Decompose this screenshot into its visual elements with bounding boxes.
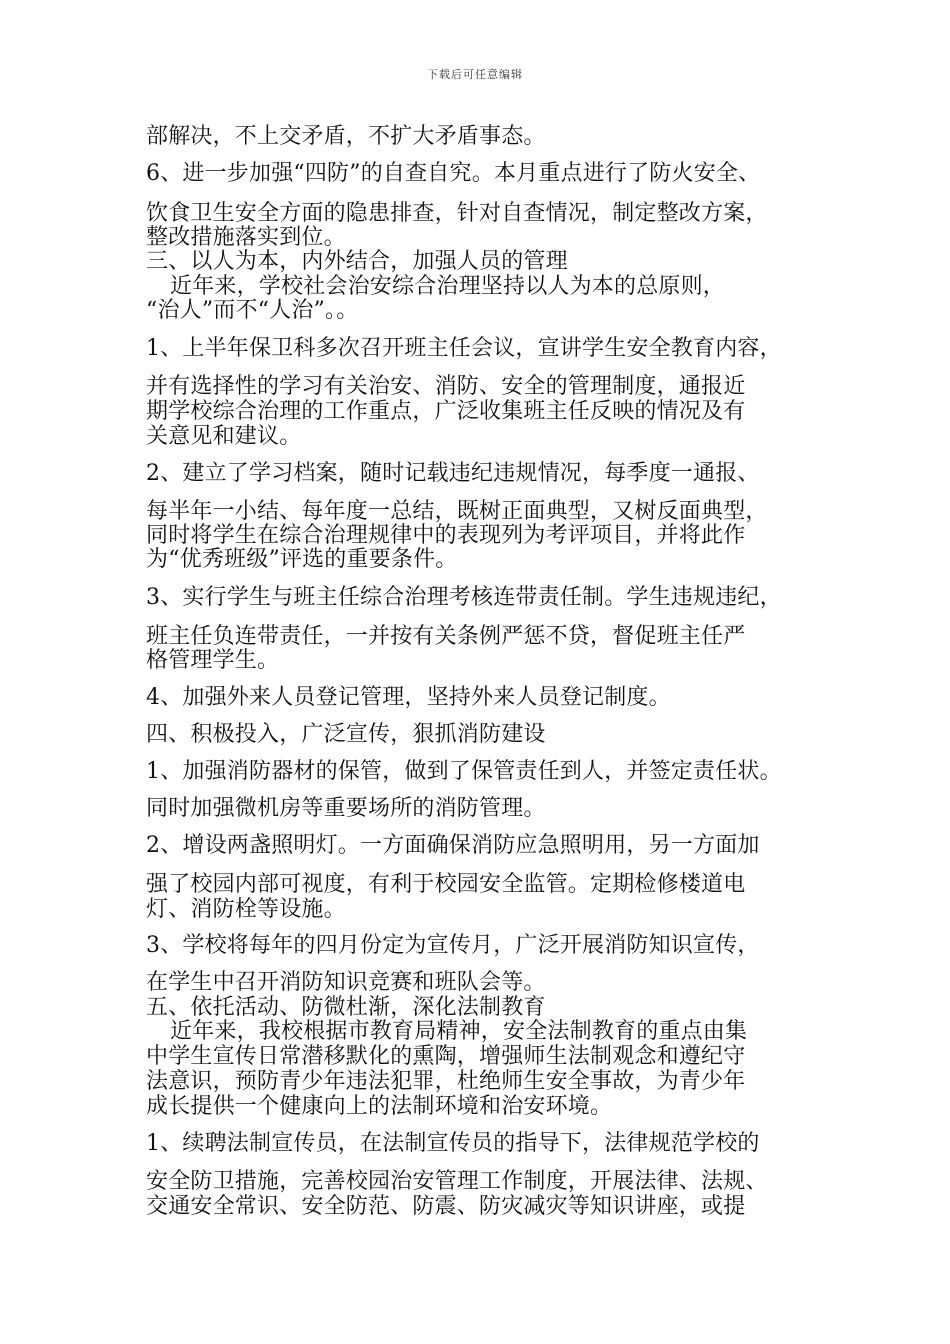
paragraph-line: 为“优秀班级”评选的重要条件。 xyxy=(146,547,458,572)
paragraph-line: 1、上半年保卫科多次召开班主任会议，宣讲学生安全教育内容， xyxy=(146,336,782,361)
paragraph-line: 6、进一步加强“四防”的自查自究。本月重点进行了防火安全、 xyxy=(146,161,761,186)
paragraph-line: “治人”而不“人治”。。 xyxy=(146,298,359,323)
paragraph-line: 期学校综合治理的工作重点，广泛收集班主任反映的情况及有 xyxy=(146,399,746,424)
paragraph-line: 交通安全常识、安全防范、防震、防灾减灾等知识讲座，或提 xyxy=(146,1194,746,1219)
paragraph-line: 灯、消防栓等设施。 xyxy=(146,897,346,922)
paragraph-line: 整改措施落实到位。 xyxy=(146,225,346,250)
paragraph-line: 部解决，不上交矛盾，不扩大矛盾事态。 xyxy=(146,124,546,149)
page-header: 下载后可任意编辑 xyxy=(427,68,523,81)
paragraph-line: 3、学校将每年的四月份定为宣传月，广泛开展消防知识宣传， xyxy=(146,933,760,958)
paragraph-line: 2、建立了学习档案，随时记载违纪违规情况，每季度一通报、 xyxy=(146,461,760,486)
paragraph-line: 安全防卫措施，完善校园治安管理工作制度，开展法律、法规、 xyxy=(146,1169,768,1194)
section-heading: 五、依托活动、防微杜渐，深化法制教育 xyxy=(146,995,546,1020)
paragraph-line: 2、增设两盏照明灯。一方面确保消防应急照明用，另一方面加 xyxy=(146,833,760,858)
paragraph-line: 每半年一小结、每年度一总结，既树正面典型，又树反面典型， xyxy=(146,499,768,524)
paragraph-line: 近年来，我校根据市教育局精神，安全法制教育的重点由集 xyxy=(170,1019,748,1044)
paragraph-line: 同时加强微机房等重要场所的消防管理。 xyxy=(146,796,546,821)
paragraph-line: 同时将学生在综合治理规律中的表现列为考评项目，并将此作 xyxy=(146,523,746,548)
paragraph-line: 在学生中召开消防知识竞赛和班队会等。 xyxy=(146,970,546,995)
paragraph-line: 4、加强外来人员登记管理，坚持外来人员登记制度。 xyxy=(146,685,671,710)
paragraph-line: 近年来，学校社会治安综合治理坚持以人为本的总原则， xyxy=(170,274,726,299)
paragraph-line: 班主任负连带责任，一并按有关条例严惩不贷，督促班主任严 xyxy=(146,624,746,649)
paragraph-line: 成长提供一个健康向上的法制环境和治安环境。 xyxy=(146,1094,613,1119)
paragraph-line: 强了校园内部可视度，有利于校园安全监管。定期检修楼道电 xyxy=(146,872,746,897)
section-heading: 三、以人为本，内外结合，加强人员的管理 xyxy=(146,249,568,274)
paragraph-line: 格管理学生。 xyxy=(146,648,280,673)
paragraph-line: 关意见和建议。 xyxy=(146,424,302,449)
paragraph-line: 并有选择性的学习有关治安、消防、安全的管理制度，通报近 xyxy=(146,374,746,399)
paragraph-line: 3、实行学生与班主任综合治理考核连带责任制。学生违规违纪， xyxy=(146,585,782,610)
paragraph-line: 1、加强消防器材的保管，做到了保管责任到人，并签定责任状。 xyxy=(146,759,782,784)
paragraph-line: 法意识，预防青少年违法犯罪，杜绝师生安全事故，为青少年 xyxy=(146,1069,746,1094)
paragraph-line: 1、续聘法制宣传员，在法制宣传员的指导下，法律规范学校的 xyxy=(146,1131,760,1156)
paragraph-line: 中学生宣传日常潜移默化的熏陶，增强师生法制观念和遵纪守 xyxy=(146,1044,746,1069)
paragraph-line: 饮食卫生安全方面的隐患排查，针对自查情况，制定整改方案， xyxy=(146,201,768,226)
section-heading: 四、积极投入，广泛宣传，狠抓消防建设 xyxy=(146,722,546,747)
